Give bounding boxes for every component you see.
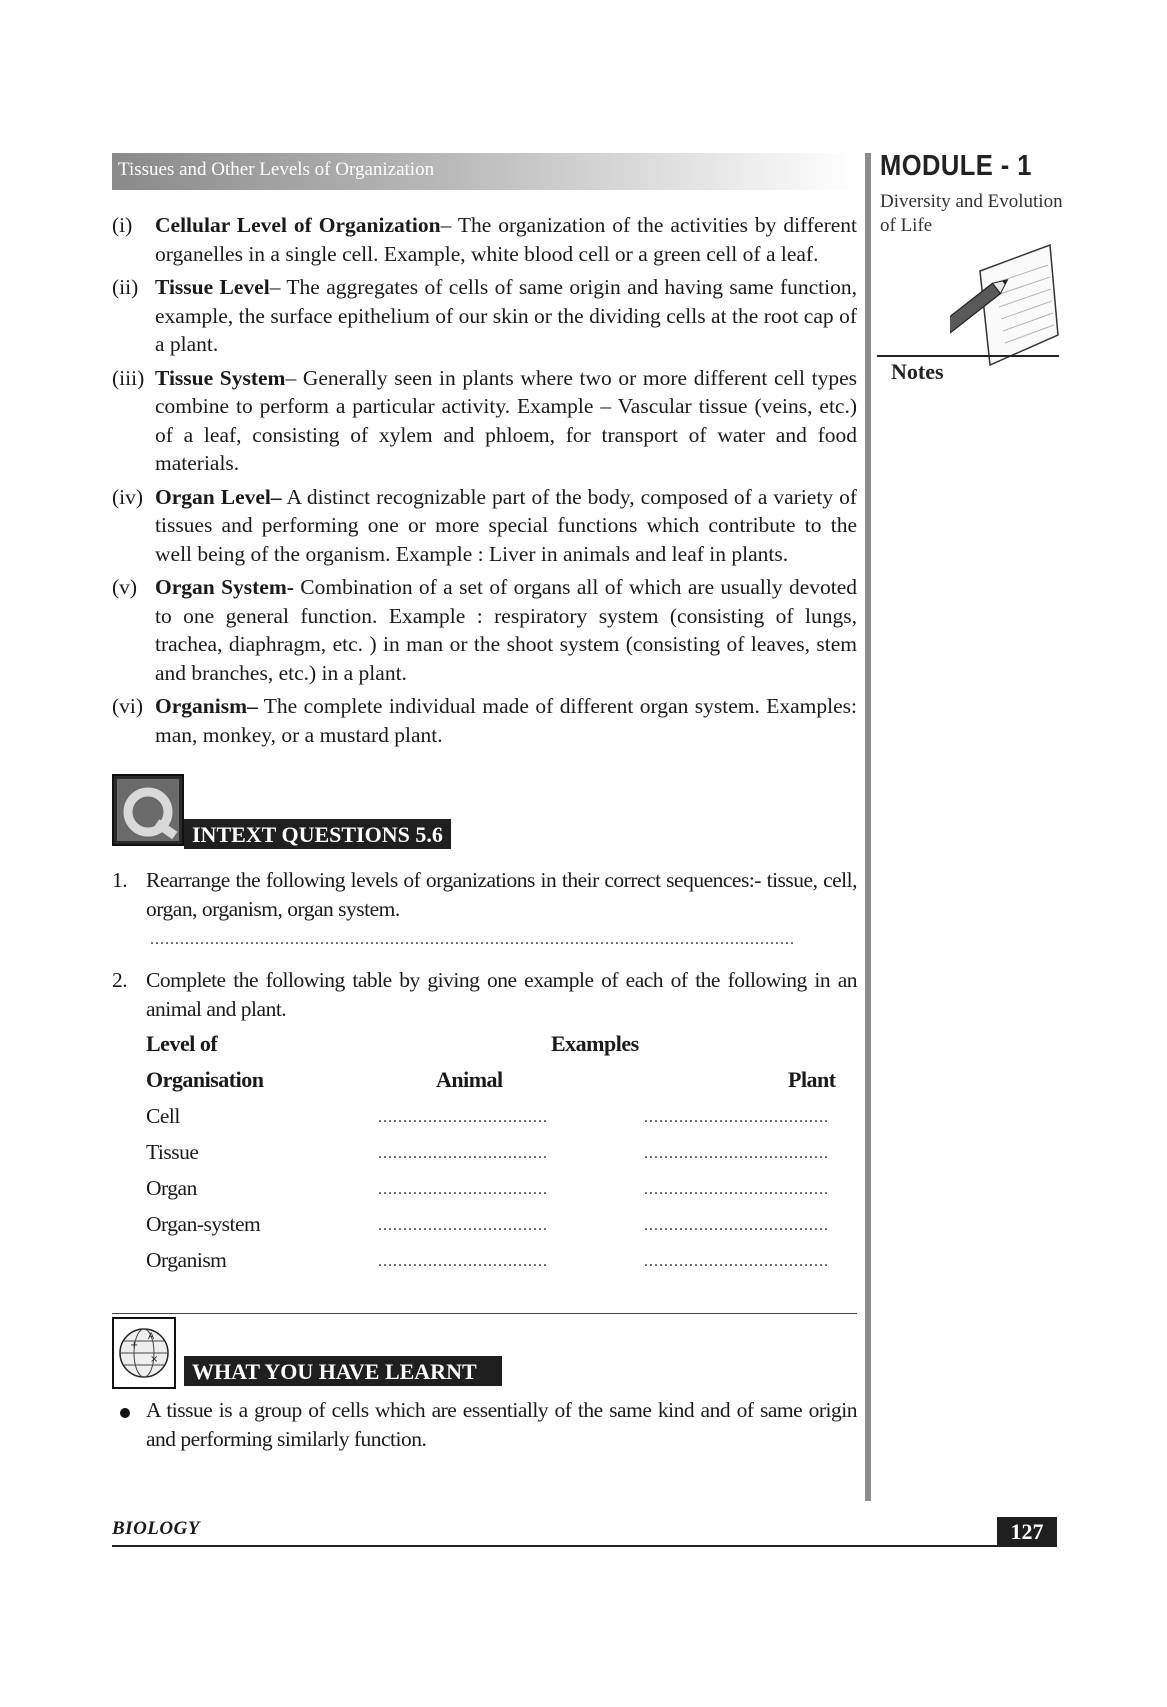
item-separator: – [440, 213, 452, 237]
notes-pencil-icon [950, 243, 1060, 368]
question-text: Complete the following table by giving one example of each of the following in an animal and plant. [146, 968, 857, 1021]
plant-answer-blank[interactable]: ..................................... [644, 1109, 829, 1126]
page-number: 127 [997, 1517, 1057, 1547]
levels-list [112, 211, 857, 754]
item-term: Tissue System [155, 365, 286, 390]
animal-answer-blank[interactable]: .................................. [378, 1181, 548, 1198]
svg-text:+: + [130, 1340, 139, 1351]
learnt-point: A tissue is a group of cells which are essentially of the same kind and of same origin and performing similarly function. [146, 1398, 857, 1451]
bullet-icon [118, 1406, 132, 1420]
intext-questions-title: INTEXT QUESTIONS 5.6 [184, 819, 451, 849]
table-row-label: Organism [146, 1248, 227, 1272]
table-header-organisation: Organisation [146, 1067, 264, 1092]
module-title: MODULE - 1 [880, 150, 1032, 182]
item-text: Generally seen in plants where two or more different cell types combine to perform a particular activity. Example – Vascular tissue (veins, etc.) of a leaf, consisting of xylem and phloem, for transport of water and food materials. [155, 365, 857, 475]
column-divider [865, 153, 871, 1501]
item-text: The organization of the activities by different organelles in a single cell. Example, white blood cell or a green cell of a leaf. [155, 213, 857, 266]
question-icon [112, 774, 184, 846]
chapter-title: Tissues and Other Levels of Organization [118, 159, 435, 180]
list-item [112, 273, 857, 359]
table-header-examples: Examples [551, 1031, 639, 1056]
item-term: Organ System- [155, 575, 294, 599]
item-separator: – [285, 365, 297, 390]
footer-rule [112, 1545, 1057, 1547]
what-you-have-learnt-title: WHAT YOU HAVE LEARNT [184, 1356, 502, 1386]
item-separator: – [269, 275, 281, 299]
table-header-level: Level of [146, 1031, 218, 1056]
item-term: Cellular Level of Organization [155, 213, 441, 237]
item-number: (i) [112, 213, 133, 237]
notes-label: Notes [891, 359, 944, 384]
animal-answer-blank[interactable]: .................................. [378, 1253, 548, 1270]
item-number: (iv) [112, 484, 144, 509]
list-item [112, 211, 857, 268]
answer-line[interactable]: ................................................................................................................................. [150, 931, 795, 948]
animal-answer-blank[interactable]: .................................. [378, 1145, 548, 1162]
table-row-label: Cell [146, 1104, 180, 1128]
svg-text:A: A [148, 1332, 155, 1342]
list-item [112, 692, 857, 749]
item-text: The complete individual made of different organ system. Examples: man, monkey, or a mustard plant. [155, 694, 857, 747]
animal-answer-blank[interactable]: .................................. [378, 1109, 548, 1126]
item-term: Organism– [155, 694, 258, 718]
table-header-plant: Plant [788, 1067, 836, 1092]
section-separator [112, 1313, 857, 1314]
plant-answer-blank[interactable]: ..................................... [644, 1253, 829, 1270]
question-1 [112, 866, 857, 924]
learning-globe-icon [112, 1317, 176, 1389]
svg-text:×: × [150, 1354, 159, 1365]
question-number: 1. [112, 868, 128, 892]
table-row-label: Organ [146, 1176, 197, 1200]
item-text: A distinct recognizable part of the body, composed of a variety of tissues and performing one or more special functions which contribute to the well being of the organism. Example : Liver in animals and leaf in plants. [155, 484, 858, 566]
item-number: (v) [112, 575, 138, 599]
plant-answer-blank[interactable]: ..................................... [644, 1217, 829, 1234]
plant-answer-blank[interactable]: ..................................... [644, 1181, 829, 1198]
chapter-header-band [112, 153, 857, 190]
question-number: 2. [112, 968, 128, 992]
list-item [112, 573, 857, 687]
plant-answer-blank[interactable]: ..................................... [644, 1145, 829, 1162]
table-header-animal: Animal [436, 1067, 503, 1092]
item-term: Organ Level– [155, 484, 282, 509]
list-item [112, 483, 857, 569]
animal-answer-blank[interactable]: .................................. [378, 1217, 548, 1234]
item-number: (vi) [112, 694, 144, 718]
footer-subject: BIOLOGY [112, 1518, 200, 1539]
item-number: (ii) [112, 275, 139, 299]
question-text: Rearrange the following levels of organizations in their correct sequences:- tissue, cell, organ, organism, organ system. [146, 868, 857, 921]
notes-rule [877, 355, 1059, 357]
item-term: Tissue Level [155, 275, 270, 299]
item-number: (iii) [112, 365, 145, 390]
module-subtitle: Diversity and Evolution of Life [880, 191, 1063, 236]
table-row-label: Organ-system [146, 1212, 261, 1236]
question-2 [112, 966, 857, 1024]
table-row-label: Tissue [146, 1140, 199, 1164]
item-text: Combination of a set of organs all of which are usually devoted to one general function. Example : respiratory system (consisting of lungs, trachea, diaphragm, etc. ) in man or the shoot system (consisting of leaves, stem and branches, etc.) in a plant. [155, 575, 857, 685]
list-item [112, 364, 857, 478]
item-text: The aggregates of cells of same origin and having same function, example, the surface epithelium of our skin or the dividing cells at the root cap of a plant. [155, 275, 858, 356]
